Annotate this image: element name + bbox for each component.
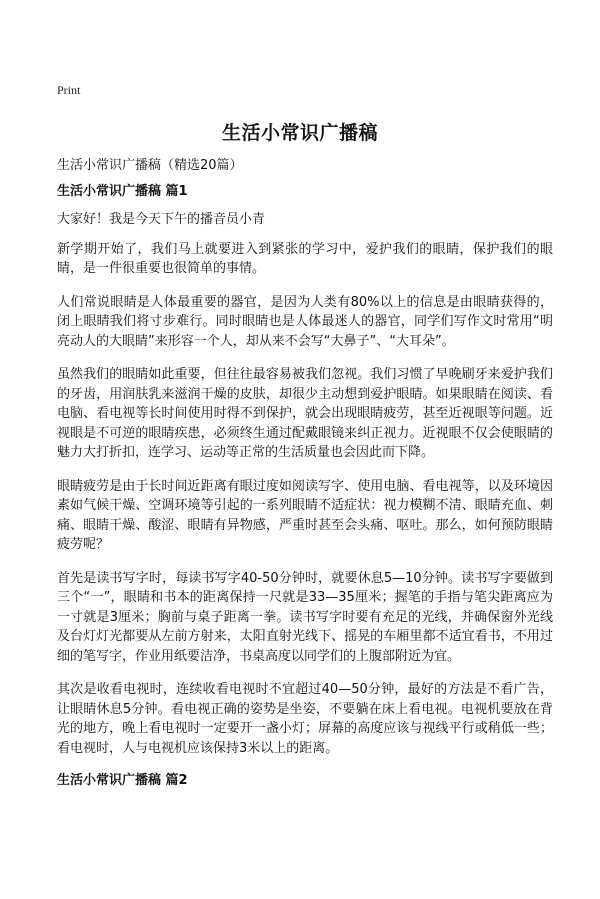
paragraph: 首先是读书写字时，每读书写字40-50分钟时，就要休息5—10分钟。读书写字要做到三个“一”，眼睛和书本的距离保持一尺就是33—35厘米；握笔的手指与笔尖距离应为一寸就是3厘米；胸前与桌子距离一拳。读书写字时要有充足的光线，并确保窗外光线及台灯灯光都要从左前方射来，太阳直射光线下、摇晃的车厢里都不适宜看书，不用过细的笔写字，作业用纸要洁净，书桌高度以同学们的上腹部附近为宜。: [57, 570, 553, 664]
section-heading-2: 生活小常识广播稿 篇2: [57, 773, 188, 788]
paragraph: 新学期开始了，我们马上就要进入到紧张的学习中，爱护我们的眼睛，保护我们的眼睛，是一件很重要也很简单的事情。: [57, 241, 553, 276]
article-body: [57, 183, 553, 799]
section-heading-1: 生活小常识广播稿 篇1: [57, 184, 188, 199]
print-label: Print: [57, 83, 81, 97]
paragraph: 虽然我们的眼睛如此重要，但往往最容易被我们忽视。我们习惯了早晚刷牙来爱护我们的牙齿，用润肤乳来滋润干燥的皮肤，却很少主动想到爱护眼睛。如果眼睛在阅读、看电脑、看电视等长时间使用时得不到保护，就会出现眼睛疲劳，甚至近视眼等问题。近视眼是不可逆的眼睛疾患，必须终生通过配戴眼镜来纠正视力。近视眼不仅会使眼睛的魅力大打折扣，连学习、运动等正常的生活质量也会因此而下降。: [57, 367, 553, 460]
paragraph: 大家好！我是今天下午的播音员小青: [57, 212, 266, 227]
paragraph: 眼睛疲劳是由于长时间近距离有眼过度如阅读写字、使用电脑、看电视等，以及环境因素如气候干燥、空调环境等引起的一系列眼睛不适症状：视力模糊不清、眼睛充血、刺痛、眼睛干燥、酸涩、眼睛有异物感，严重时甚至会头痛、呕吐。那么，如何预防眼睛疲劳呢？: [57, 478, 553, 552]
paragraph: 人们常说眼睛是人体最重要的器官，是因为人类有80%以上的信息是由眼睛获得的，闭上眼睛我们将寸步难行。同时眼睛也是人体最迷人的器官，同学们写作文时常用“明亮动人的大眼睛”来形容一个人，却从来不会写“大鼻子”、“大耳朵”。: [57, 294, 553, 349]
page-subtitle: 生活小常识广播稿（精选20篇）: [57, 158, 243, 173]
page-title: 生活小常识广播稿: [221, 122, 378, 144]
paragraph: 其次是收看电视时，连续收看电视时不宜超过40—50分钟，最好的方法是不看广告，让眼睛休息5分钟。看电视正确的姿势是坐姿，不要躺在床上看电视。电视机要放在背光的地方，晚上看电视时一定要开一盏小灯；屏幕的高度应该与视线平行或稍低一些；看电视时，人与电视机应该保持3米以上的距离。: [57, 682, 553, 756]
